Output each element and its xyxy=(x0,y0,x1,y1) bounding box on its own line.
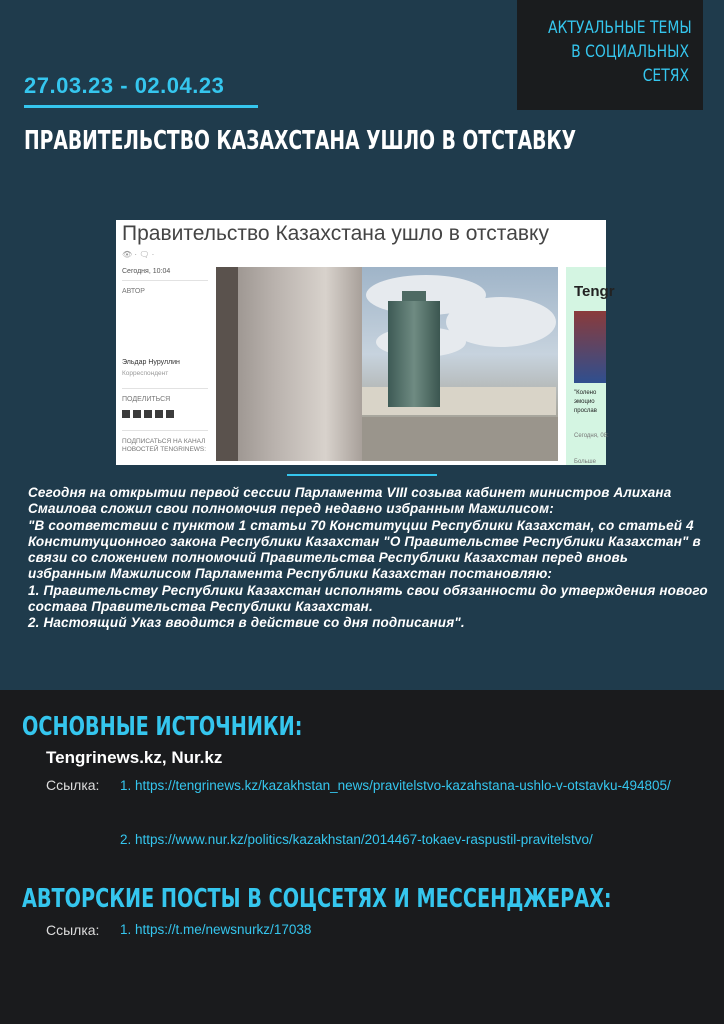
mail-icon xyxy=(155,410,163,418)
author-label: АВТОР xyxy=(122,288,145,295)
article-paragraph: 1. Правительству Республики Казахстан исполнять свои обязанности до утверждения нового состава Правительства Республики Казахстан. xyxy=(28,582,708,615)
side-more: Больше xyxy=(574,459,596,465)
views-comments-icon: 👁 · 🗨 · xyxy=(122,250,155,259)
link-label: Ссылка: xyxy=(46,777,100,793)
article-paragraph: "В соответствии с пунктом 1 статьи 70 Конституции Республики Казахстан, со статьей 4 Конституционного закона Республики Казахстан "О Правительстве Республики Казахстан" в связи со сложением полномочий Правительства Республики Казахстан перед вновь избранным Мажилисом Парламента Республики Казахстан постановляю: xyxy=(28,517,701,582)
screenshot-date: Сегодня, 10:04 xyxy=(122,268,171,275)
source-link-1[interactable]: 1. https://tengrinews.kz/kazakhstan_news/pravitelstvo-kazahstana-ushlo-v-otstavku-494805/ xyxy=(120,778,671,793)
side-text xyxy=(574,389,597,416)
article-paragraph: 2. Настоящий Указ вводится в действие со дня подписания". xyxy=(28,615,465,631)
share-icons xyxy=(122,410,174,418)
sidebar-news xyxy=(566,267,615,465)
facebook-icon xyxy=(144,410,152,418)
author-name: Эльдар Нуруллин xyxy=(122,359,180,366)
news-screenshot xyxy=(116,220,615,465)
side-text-line: эмоцио xyxy=(574,399,595,405)
posts-heading: АВТОРСКИЕ ПОСТЫ В СОЦСЕТЯХ И МЕССЕНДЖЕРАХ: xyxy=(22,884,612,914)
government-building-photo xyxy=(216,267,558,461)
side-title: Tengr xyxy=(574,283,615,300)
author-role: Корреспондент xyxy=(122,370,169,377)
article-text xyxy=(28,485,708,632)
side-text-line: "Колено xyxy=(574,390,597,396)
divider xyxy=(122,280,208,281)
source-link-2[interactable]: 2. https://www.nur.kz/politics/kazakhstan/2014467-tokaev-raspustil-pravitelstvo/ xyxy=(120,832,593,847)
screenshot-title: Правительство Казахстана ушло в отставку xyxy=(122,222,549,245)
post-link-1[interactable]: 1. https://t.me/newsnurkz/17038 xyxy=(120,922,312,937)
sources-heading: ОСНОВНЫЕ ИСТОЧНИКИ: xyxy=(22,712,303,742)
subscribe-label: ПОДПИСАТЬСЯ НА КАНАЛ НОВОСТЕЙ TENGRINEWS: xyxy=(122,438,207,453)
section-divider xyxy=(287,474,437,476)
vk-icon xyxy=(133,410,141,418)
badge-line: АКТУАЛЬНЫЕ ТЕМЫ xyxy=(547,18,692,38)
side-text-line: прослав xyxy=(574,408,597,414)
side-date: Сегодня, 08: xyxy=(574,433,609,439)
side-image xyxy=(574,311,606,383)
article-paragraph: Сегодня на открытии первой сессии Парламента VIII созыва кабинет министров Алихана Смаилова сложил свои полномочия перед недавно избранным Мажилисом: xyxy=(28,485,672,517)
share-label: ПОДЕЛИТЬСЯ xyxy=(122,396,171,403)
date-underline xyxy=(24,105,258,108)
badge-line: В СОЦИАЛЬНЫХ xyxy=(571,42,689,62)
page-title: ПРАВИТЕЛЬСТВО КАЗАХСТАНА УШЛО В ОТСТАВКУ xyxy=(24,126,577,156)
link-label: Ссылка: xyxy=(46,922,100,938)
whatsapp-icon xyxy=(122,410,130,418)
topics-badge xyxy=(517,0,703,110)
sources-names: Tengrinews.kz, Nur.kz xyxy=(46,748,223,767)
date-range: 27.03.23 - 02.04.23 xyxy=(24,73,225,98)
divider xyxy=(122,430,208,431)
badge-line: СЕТЯХ xyxy=(642,66,689,86)
divider xyxy=(122,388,208,389)
telegram-icon xyxy=(166,410,174,418)
